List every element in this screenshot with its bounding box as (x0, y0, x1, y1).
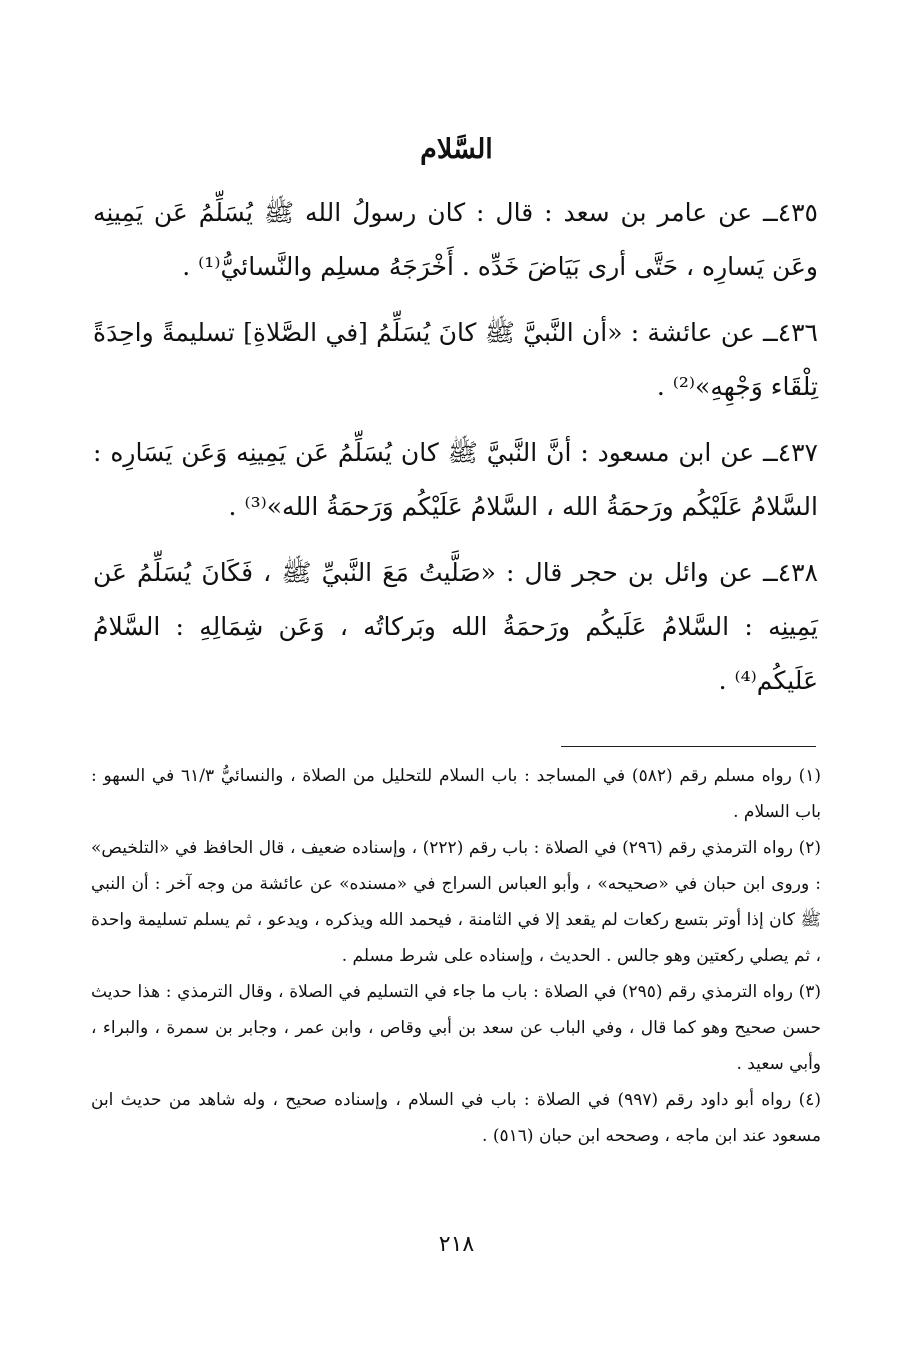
footnote-marker: (٢) (798, 838, 822, 858)
footnote-3 (91, 974, 821, 1082)
footnote-4 (91, 1082, 821, 1154)
hadith-list (93, 186, 818, 720)
footnote-text: رواه مسلم رقم (٥٨٢) في المساجد : باب السلام للتحليل من الصلاة ، والنسائيُّ ٦١/٣ في السهو : باب السلام . (91, 766, 821, 822)
hadith-text: عن عامر بن سعد : قال : كان رسولُ الله ﷺ يُسَلِّمُ عَن يَمِينِه وعَن يَسارِه ، حَتَّى أرى بَيَاضَ خَدِّه . أَخْرَجَهُ مسلِم والنَّسائيُّ⁽¹⁾ . (93, 198, 818, 281)
footnote-marker: (٤) (798, 1090, 822, 1110)
footnote-text: رواه الترمذي رقم (٢٩٦) في الصلاة : باب رقم (٢٢٢) ، وإسناده ضعيف ، قال الحافظ في «التلخيص» : وروى ابن حبان في «صحيحه» ، وأبو العباس السراج في «مسنده» عن عائشة من وجه آخر : أن النبي ﷺ كان إذا أوتر بتسع ركعات لم يقعد إلا في الثامنة ، فيحمد الله ويذكره ، ويدعو ، ثم يسلم تسليمة واحدة ، ثم يصلي ركعتين وهو جالس . الحديث ، وإسناده على شرط مسلم . (91, 838, 821, 966)
hadith-437 (93, 426, 818, 534)
footnote-text: رواه الترمذي رقم (٢٩٥) في الصلاة : باب ما جاء في التسليم في الصلاة ، وقال الترمذي : هذا حديث حسن صحيح وهو كما قال ، وفي الباب عن سعد بن أبي وقاص ، وابن عمر ، وجابر بن سمرة ، والبراء ، وأبي سعيد . (91, 982, 821, 1074)
page-number: ٢١٨ (438, 1232, 475, 1257)
hadith-number: ٤٣٥ــ (763, 198, 818, 227)
hadith-text: عن عائشة : «أن النَّبيَّ ﷺ كانَ يُسَلِّمُ [في الصَّلاةِ] تسليمةً واحِدَةً تِلْقَاء وَجْهِهِ»⁽²⁾ . (93, 318, 818, 401)
hadith-text: عن ابن مسعود : أنَّ النَّبيَّ ﷺ كان يُسَلِّمُ عَن يَمِينِه وَعَن يَسَارِه : السَّلامُ عَلَيْكُم ورَحمَةُ الله ، السَّلامُ عَلَيْكُم وَرَحمَةُ الله»⁽³⁾ . (93, 438, 818, 521)
footnote-1 (91, 758, 821, 830)
footnote-marker: (١) (798, 766, 821, 786)
footnote-text: رواه أبو داود رقم (٩٩٧) في الصلاة : باب في السلام ، وإسناده صحيح ، وله شاهد من حديث ابن مسعود عند ابن ماجه ، وصححه ابن حبان (٥١٦) . (91, 1090, 821, 1146)
hadith-438 (93, 546, 818, 708)
hadith-number: ٤٣٧ــ (763, 438, 818, 467)
hadith-number: ٤٣٨ــ (763, 558, 818, 587)
hadith-text: عن وائل بن حجر قال : «صَلَّيتُ مَعَ النَّبيِّ ﷺ ، فَكَانَ يُسَلِّمُ عَن يَمِينِه : السَّلامُ عَلَيكُم ورَحمَةُ الله وبَركاتُه ، وَعَن شِمَالِهِ : السَّلامُ عَلَيكُم⁽⁴⁾ . (93, 558, 818, 695)
footnote-2 (91, 830, 821, 974)
hadith-436 (93, 306, 818, 414)
footnote-marker: (٣) (798, 982, 821, 1002)
hadith-number: ٤٣٦ــ (763, 318, 818, 347)
footnotes (91, 758, 821, 1154)
section-title: السَّلام (420, 134, 493, 165)
hadith-435 (93, 186, 818, 294)
footnote-divider (561, 746, 816, 747)
